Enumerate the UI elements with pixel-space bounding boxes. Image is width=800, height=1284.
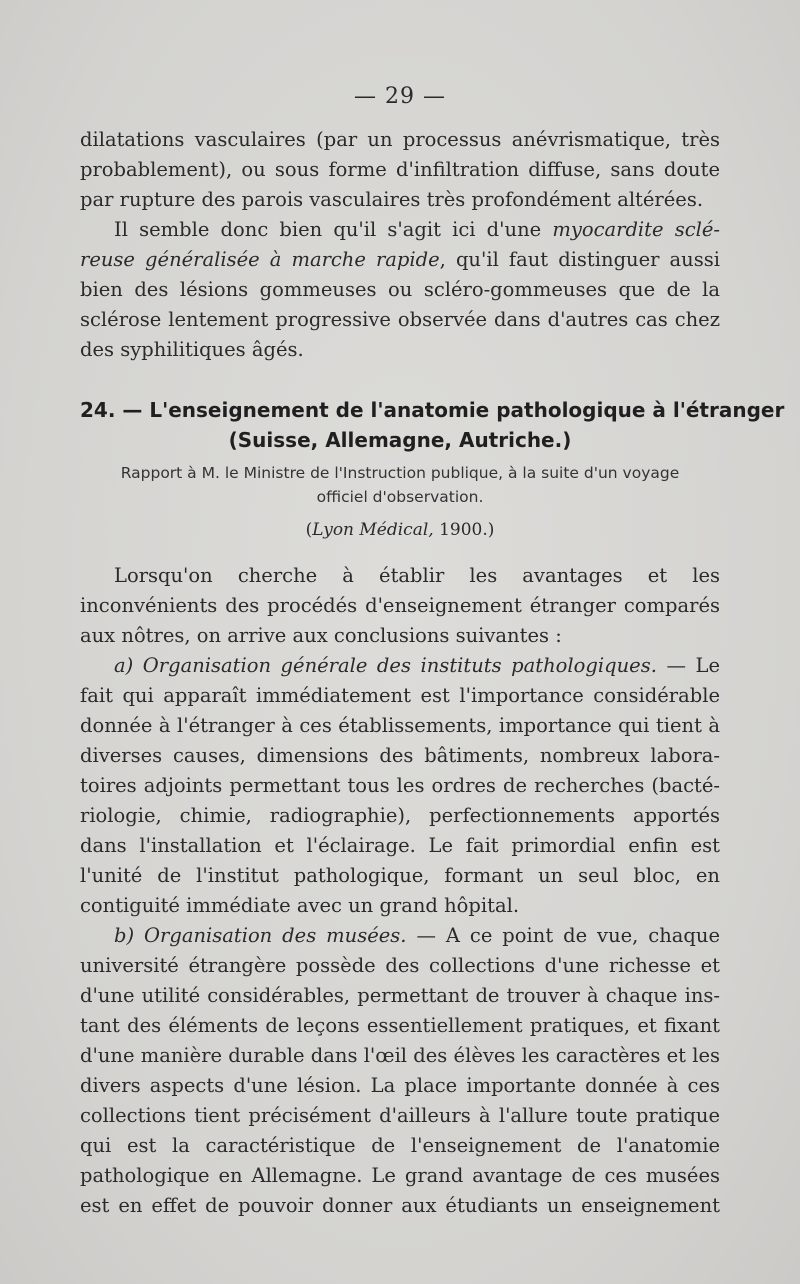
paragraph-2-end: , qu'il faut distinguer aussi bien des lésions gommeuses ou scléro-gommeuses que de la sclérose lentement progressive observée dans d'autres cas chez des syphilitiques âgés. bbox=[80, 248, 720, 361]
paragraph-4 bbox=[80, 651, 720, 921]
section-heading-line-1: 24. — L'enseignement de l'anatomie pathologique à l'étranger bbox=[80, 398, 785, 422]
paragraph-1: dilatations vasculaires (par un processus anévrismatique, très probablement), ou sous forme d'infiltration diffuse, sans doute par rupture des parois vasculaires très profondément altérées. bbox=[80, 128, 720, 211]
paragraph-2-start: Il semble donc bien qu'il s'agit ici d'une bbox=[114, 218, 553, 241]
paragraph-3: Lorsqu'on cherche à établir les avantages et les inconvénients des procédés d'enseignement étranger comparés aux nôtres, on arrive aux conclusions suivantes : bbox=[80, 564, 720, 647]
section-body bbox=[80, 561, 720, 1221]
section-heading-line-2: (Suisse, Allemagne, Autriche.) bbox=[228, 428, 572, 452]
source-open: ( bbox=[305, 520, 313, 540]
source-journal: Lyon Médical, bbox=[312, 520, 434, 540]
page-content bbox=[80, 125, 785, 1221]
paragraph-5-label: b) Organisation des musées. bbox=[114, 924, 407, 947]
paragraph-4-text: — Le fait qui apparaît immédiatement est l'importance considérable donnée à l'étranger à ces établissements, importance qui tient à diverses causes, dimensions des bâtiments, nombreux laboratoires adjoints permettant tous les ordres de recherches (bactériologie, chimie, radiographie), perfectionnements apportés dans l'installation et l'éclairage. Le fait primordial enfin est l'unité de l'institut pathologique, formant un seul bloc, en contiguité immédiate avec un grand hôpital. bbox=[80, 654, 720, 917]
section-heading bbox=[80, 395, 785, 455]
paragraph-2 bbox=[80, 215, 720, 365]
paragraph-2-emphasis: myocardite scléreuse généralisée à marche rapide bbox=[80, 218, 720, 271]
source-citation bbox=[80, 517, 720, 543]
source-year: 1900.) bbox=[433, 520, 495, 540]
paragraph-5-text: — A ce point de vue, chaque université étrangère possède des collections d'une richesse et d'une utilité considérables, permettant de trouver à chaque instant des éléments de leçons essentiellement pratiques, et fixant d'une manière durable dans l'œil des élèves les caractères et les divers aspects d'une lésion. La place importante donnée à ces collections tient précisément d'ailleurs à l'allure toute pratique qui est la caractéristique de l'enseignement de l'anatomie pathologique en Allemagne. Le grand avantage de ces musées est en effet de pouvoir donner aux étudiants un enseignement bbox=[80, 924, 720, 1217]
paragraph-5 bbox=[80, 921, 720, 1221]
report-note: Rapport à M. le Ministre de l'Instruction publique, à la suite d'un voyage officiel d'observation. bbox=[120, 464, 680, 506]
page-number: — 29 — bbox=[354, 84, 446, 109]
paragraph-4-label: a) Organisation générale des instituts pathologiques. bbox=[114, 654, 657, 677]
